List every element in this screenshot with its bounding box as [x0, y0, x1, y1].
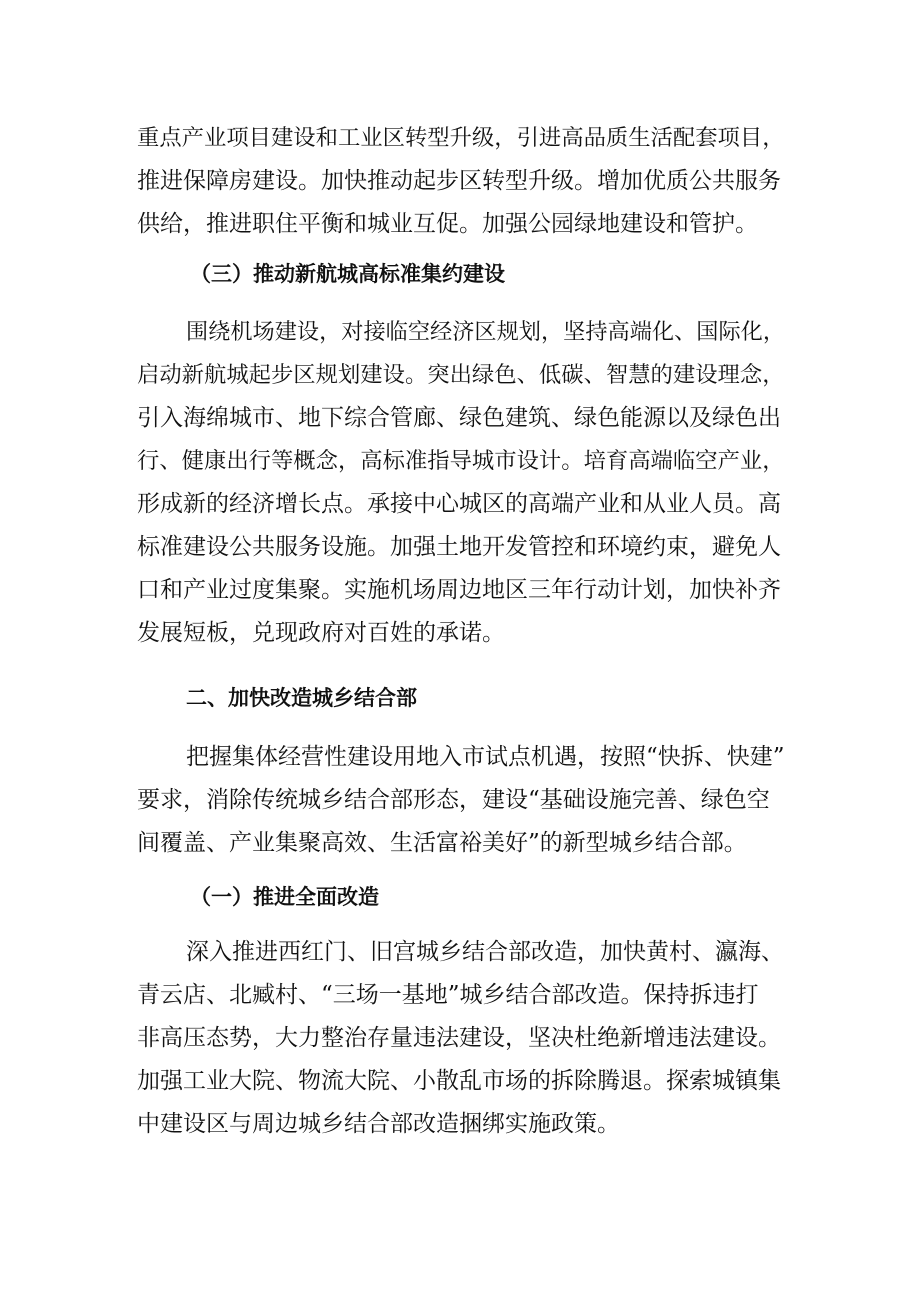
text-line: 引入海绵城市、地下综合管廊、绿色建筑、绿色能源以及绿色出 [137, 405, 781, 431]
text-line: 中建设区与周边城乡结合部改造捆绑实施政策。 [137, 1111, 620, 1137]
text-line: 推进保障房建设。加快推动起步区转型升级。增加优质公共服务 [137, 168, 781, 194]
text-line: 围绕机场建设，对接临空经济区规划，坚持高端化、国际化， [186, 319, 786, 345]
text-line: 间覆盖、产业集聚高效、生活富裕美好”的新型城乡结合部。 [137, 830, 747, 856]
text-line: 深入推进西红门、旧宫城乡结合部改造，加快黄村、瀛海、 [186, 939, 784, 965]
text-line: 把握集体经营性建设用地入市试点机遇，按照“快拆、快建” [186, 744, 785, 770]
text-line: 标准建设公共服务设施。加强土地开发管控和环境约束，避免人 [137, 534, 781, 560]
text-line: 重点产业项目建设和工业区转型升级，引进高品质生活配套项目， [137, 125, 785, 151]
text-line: 行、健康出行等概念，高标准指导城市设计。培育高端临空产业， [137, 448, 785, 474]
text-line: 青云店、北臧村、“三场一基地”城乡结合部改造。保持拆违打 [137, 982, 759, 1008]
section-heading: （一）推进全面改造 [190, 885, 379, 909]
text-line: 启动新航城起步区规划建设。突出绿色、低碳、智慧的建设理念， [137, 362, 785, 388]
section-heading: （三）推动新航城高标准集约建设 [190, 262, 505, 286]
text-line: 要求，消除传统城乡结合部形态，建设“基础设施完善、绿色空 [137, 787, 770, 813]
chapter-heading: 二、加快改造城乡结合部 [186, 686, 417, 710]
text-line: 非高压态势，大力整治存量违法建设，坚决杜绝新增违法建设。 [137, 1025, 781, 1051]
text-line: 形成新的经济增长点。承接中心城区的高端产业和从业人员。高 [137, 491, 781, 517]
text-line: 发展短板，兑现政府对百姓的承诺。 [137, 620, 505, 646]
text-line: 供给，推进职住平衡和城业互促。加强公园绿地建设和管护。 [137, 211, 758, 237]
text-line: 加强工业大院、物流大院、小散乱市场的拆除腾退。探索城镇集 [137, 1068, 781, 1094]
text-line: 口和产业过度集聚。实施机场周边地区三年行动计划，加快补齐 [137, 577, 781, 603]
